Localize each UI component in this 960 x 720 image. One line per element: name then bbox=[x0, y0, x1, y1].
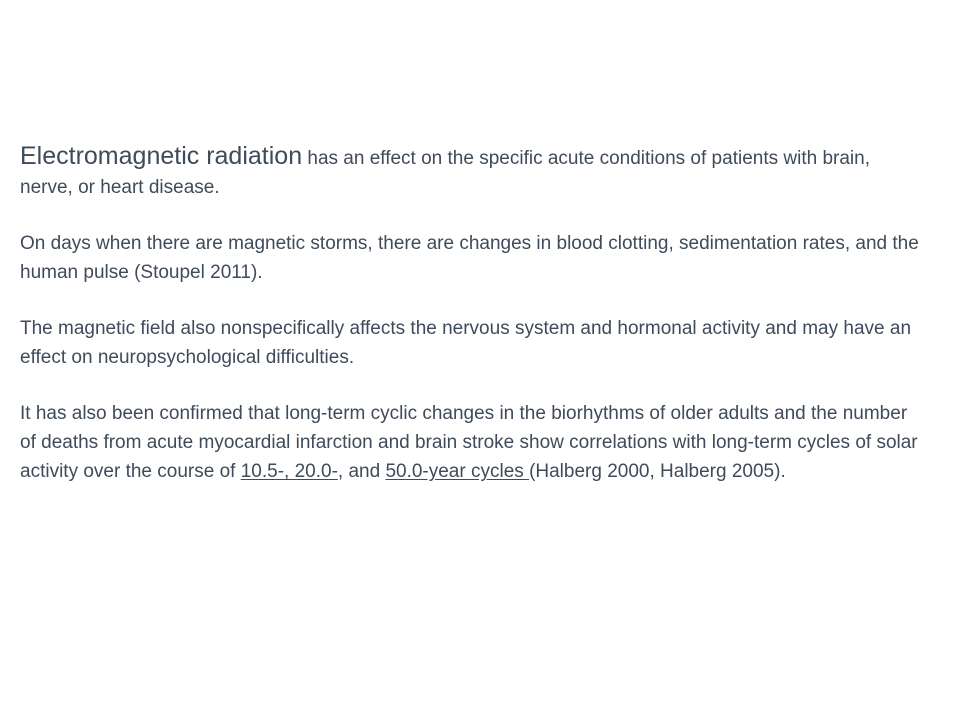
paragraph-magnetic-field bbox=[20, 314, 920, 372]
paragraph-text: On days when there are magnetic storms, there are changes in blood clotting, sedimentation rates, and the human pulse (Stoupel 2011). bbox=[20, 233, 919, 283]
paragraph-text: (Halberg 2000, Halberg 2005). bbox=[529, 461, 786, 482]
slide-body bbox=[20, 140, 920, 513]
paragraph-text: It has also been confirmed that long-term cyclic changes in the biorhythms of older adults and the number of deaths from acute myocardial infarction and brain stroke show correlations with long-term cycles of solar activity over the course of bbox=[20, 403, 918, 482]
paragraph-text: The magnetic field also nonspecifically affects the nervous system and hormonal activity and may have an effect on neuropsychological difficulties. bbox=[20, 318, 912, 368]
paragraph-electromagnetic-radiation bbox=[20, 140, 920, 202]
cycles-link-2[interactable]: 50.0-year cycles bbox=[385, 461, 530, 482]
paragraph-solar-cycles bbox=[20, 399, 920, 486]
cycles-link-1[interactable]: 10.5-, 20.0- bbox=[240, 461, 338, 482]
paragraph-text: has an effect on the specific acute conditions of patients with brain, nerve, or heart disease. bbox=[20, 148, 870, 198]
lead-term: Electromagnetic radiation bbox=[20, 142, 303, 170]
paragraph-text: , and bbox=[337, 461, 386, 482]
paragraph-magnetic-storms bbox=[20, 229, 920, 287]
